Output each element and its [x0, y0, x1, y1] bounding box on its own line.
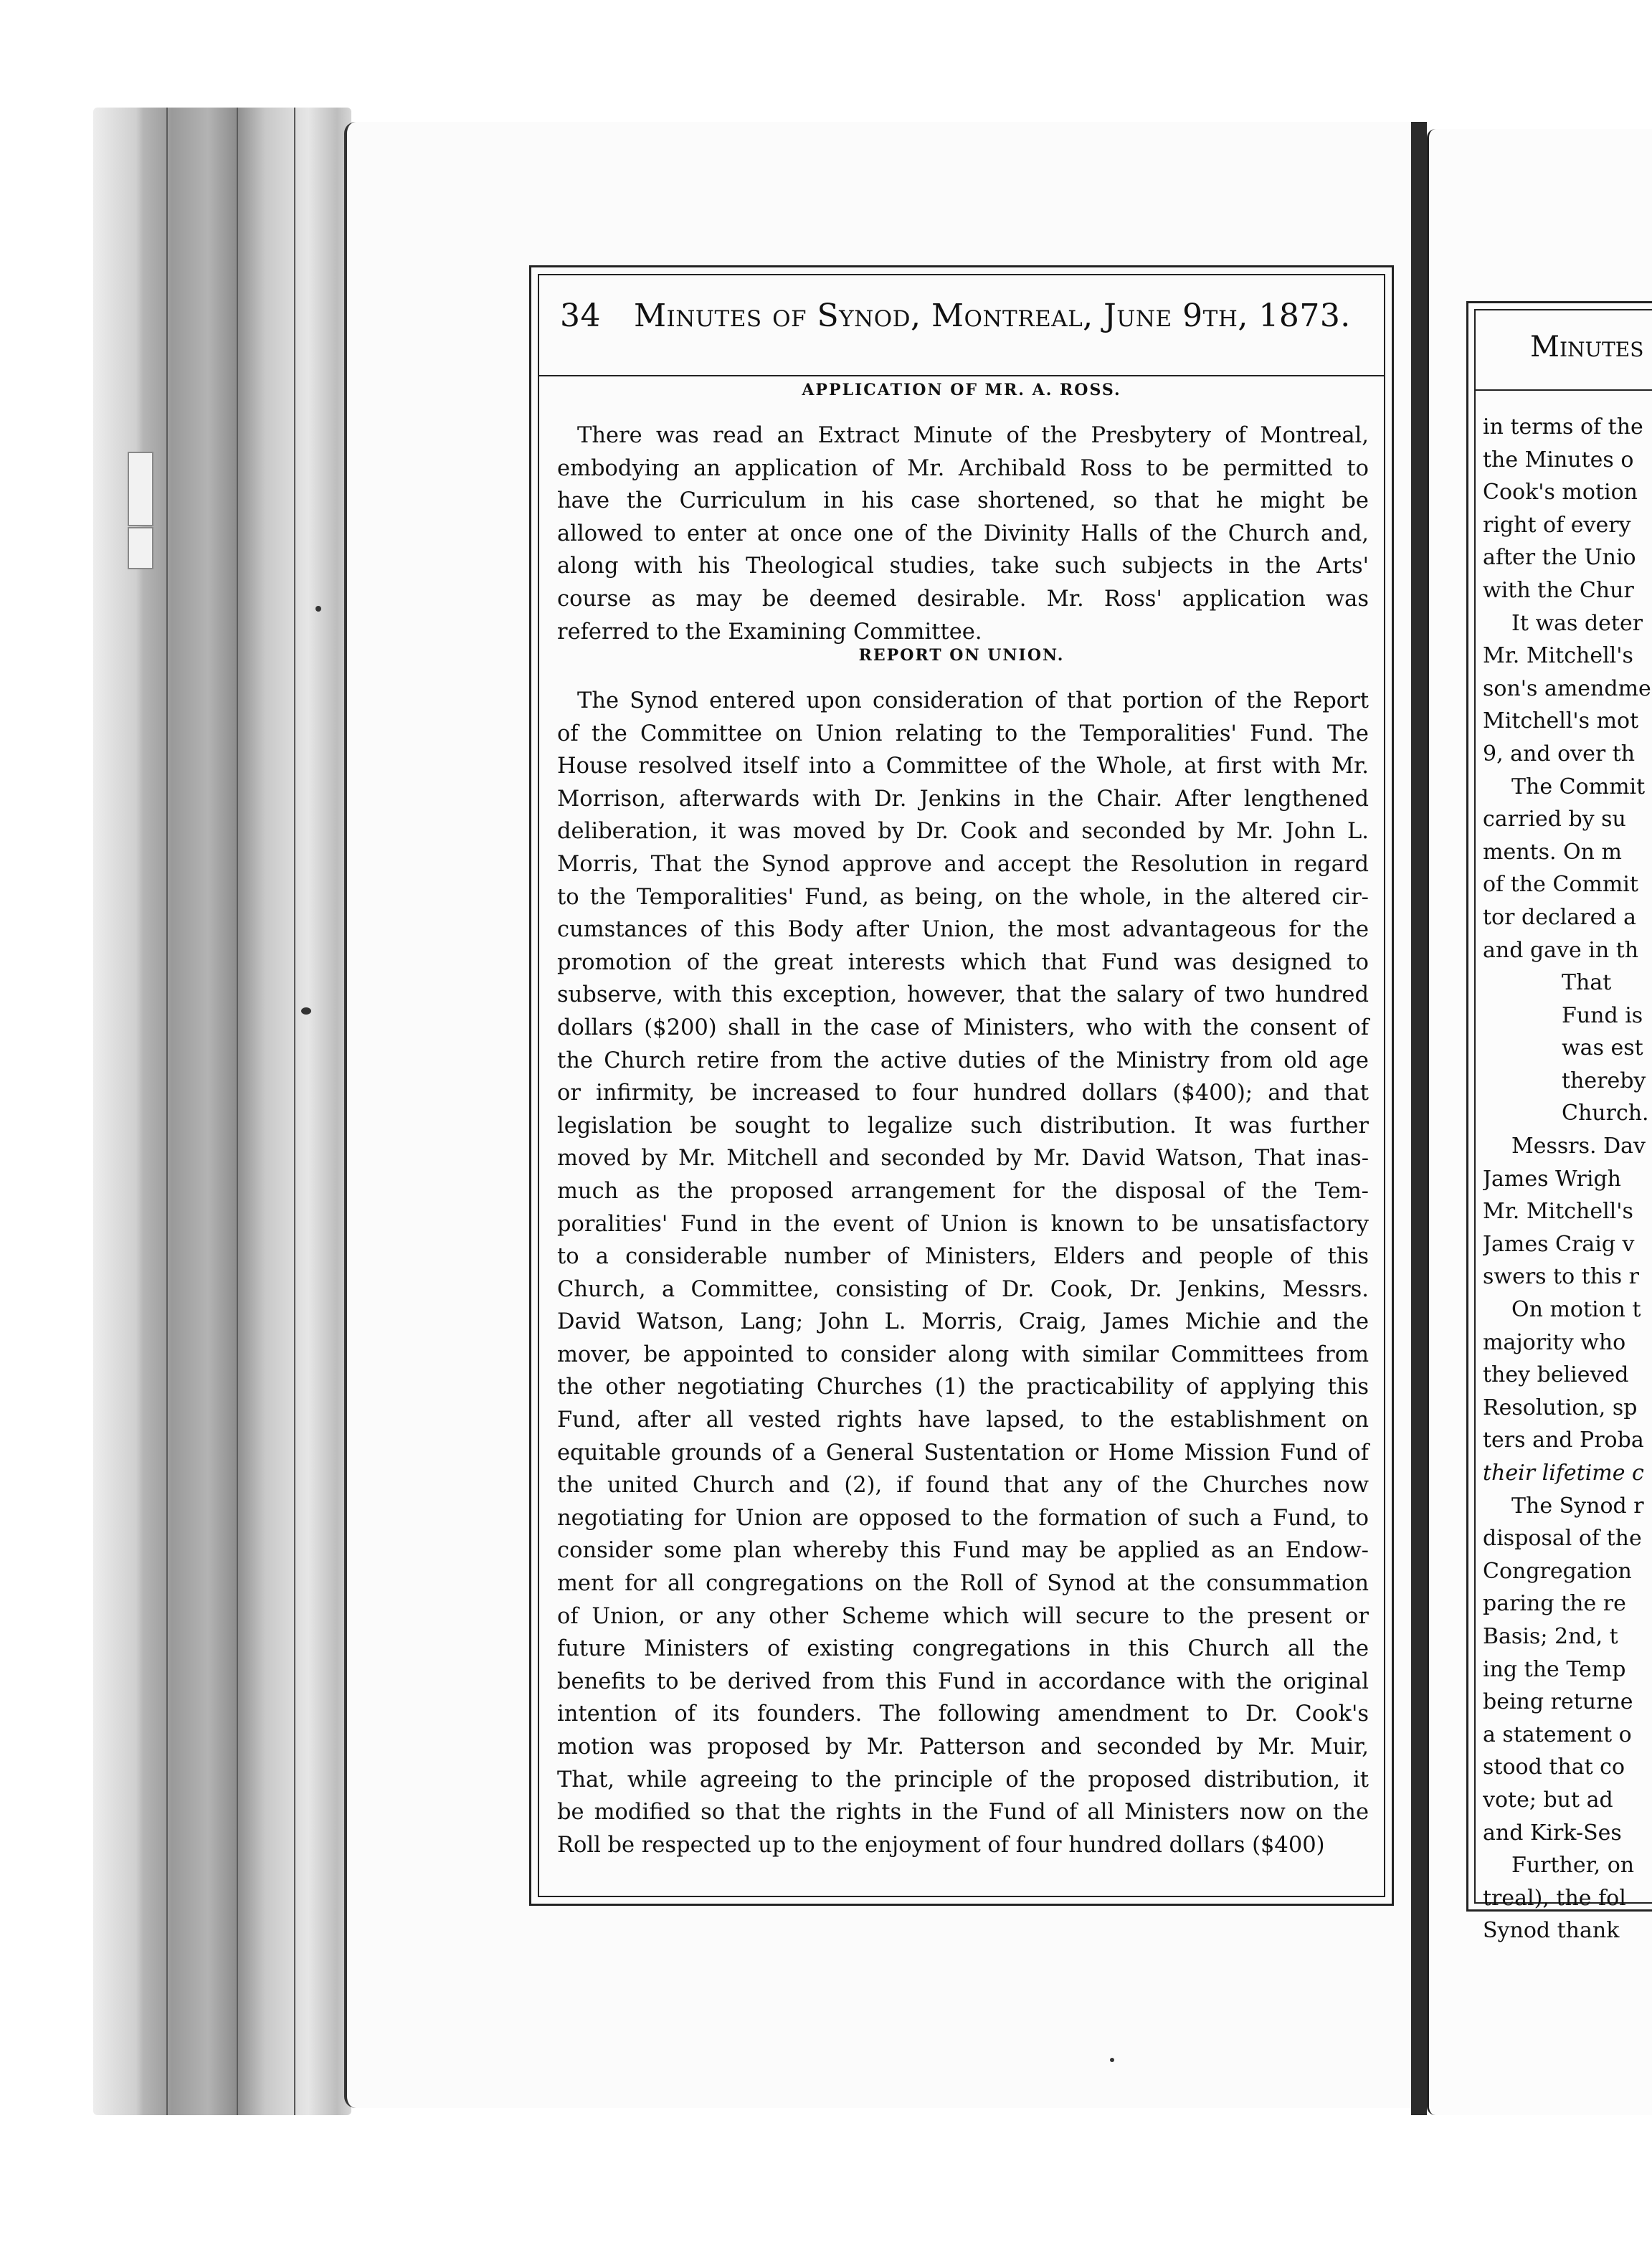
- text-line: ing the Temp: [1483, 1656, 1626, 1682]
- text-line: the Minutes o: [1483, 447, 1634, 473]
- text-line: dollars ($200) shall in the case of Ministers, who with the consent of: [557, 1015, 1369, 1040]
- text-line: with the Chur: [1483, 577, 1634, 603]
- text-line: Mitchell's mot: [1483, 708, 1639, 734]
- text-line: have the Curriculum in his case shortened, so that he might be: [557, 488, 1369, 514]
- text-line: of the Committee on Union relating to the Temporalities' Fund. The: [557, 721, 1369, 746]
- text-line: James Craig v: [1483, 1231, 1635, 1257]
- text-line: to a considerable number of Ministers, Elders and people of this: [557, 1244, 1369, 1270]
- text-line: mover, be appointed to consider along with similar Committees from: [557, 1342, 1369, 1367]
- ink-speck: [315, 606, 321, 612]
- text-line: or infirmity, be increased to four hundred dollars ($400); and that: [557, 1081, 1369, 1106]
- text-line: benefits to be derived from this Fund in accordance with the original: [557, 1668, 1369, 1694]
- text-line: carried by su: [1483, 807, 1626, 832]
- text-line: allowed to enter at once one of the Divinity Halls of the Church and,: [557, 521, 1369, 546]
- text-line: referred to the Examining Committee.: [557, 619, 982, 645]
- text-line: subserve, with this exception, however, that the salary of two hundred: [557, 982, 1369, 1008]
- text-line: Fund is: [1562, 1002, 1643, 1028]
- running-head-title: Minutes of Synod, Montreal, June 9th, 1873.: [634, 298, 1351, 334]
- text-line: equitable grounds of a General Sustentation or Home Mission Fund of: [557, 1440, 1369, 1466]
- text-line: poralities' Fund in the event of Union is known to be unsatisfactory: [557, 1211, 1369, 1237]
- text-line: Basis; 2nd, t: [1483, 1623, 1618, 1649]
- text-line: ters and Proba: [1483, 1428, 1644, 1453]
- text-line: There was read an Extract Minute of the Presbytery of Montreal,: [577, 423, 1369, 448]
- text-line: course as may be deemed desirable. Mr. Ross' application was: [557, 586, 1369, 612]
- header-rule: [1474, 389, 1652, 391]
- text-line: Fund, after all vested rights have lapsed, to the establishment on: [557, 1407, 1369, 1433]
- index-tab: [128, 452, 153, 526]
- text-line: legislation be sought to legalize such distribution. It was further: [557, 1113, 1369, 1139]
- text-line: stood that co: [1483, 1755, 1625, 1780]
- text-line: Cook's motion: [1483, 480, 1638, 505]
- page-number: 34: [560, 298, 601, 334]
- text-line: after the Unio: [1483, 545, 1636, 571]
- header-rule: [538, 375, 1385, 376]
- right-running-head: Minutes: [1530, 331, 1644, 364]
- text-line: James Wrigh: [1483, 1166, 1621, 1192]
- text-line: That, while agreeing to the principle of the proposed distribution, it: [557, 1767, 1369, 1793]
- text-line: Mr. Mitchell's: [1483, 643, 1633, 669]
- text-line: paring the re: [1483, 1591, 1626, 1617]
- text-line: of Union, or any other Scheme which will secure to the present or: [557, 1603, 1369, 1629]
- right-page-text: [1483, 411, 1652, 1947]
- text-line: Morris, That the Synod approve and accept the Resolution in regard: [557, 851, 1369, 877]
- ink-speck: [1110, 2058, 1114, 2062]
- right-page-text-frame: [1466, 301, 1652, 1944]
- text-line: motion was proposed by Mr. Patterson and seconded by Mr. Muir,: [557, 1734, 1369, 1760]
- running-head: [560, 298, 1363, 334]
- section-heading-union: REPORT ON UNION.: [858, 646, 1065, 665]
- text-line: House resolved itself into a Committee of the Whole, at first with Mr.: [557, 754, 1369, 779]
- text-line: tor declared a: [1483, 904, 1636, 930]
- text-line: to the Temporalities' Fund, as being, on the whole, in the altered cir-: [557, 884, 1369, 910]
- text-line: majority who: [1483, 1329, 1626, 1355]
- text-line: negotiating for Union are opposed to the formation of such a Fund, to: [557, 1505, 1369, 1531]
- text-line: It was deter: [1511, 610, 1643, 636]
- text-line: The Synod r: [1511, 1493, 1644, 1519]
- text-line: a statement o: [1483, 1722, 1632, 1747]
- text-line: Resolution, sp: [1483, 1395, 1638, 1420]
- ink-speck: [301, 1007, 311, 1015]
- text-line: ment for all congregations on the Roll of Synod at the consummation: [557, 1571, 1369, 1597]
- text-line: vote; but ad: [1483, 1787, 1613, 1813]
- text-line: in terms of the: [1483, 414, 1643, 440]
- text-line: treal), the fol: [1483, 1885, 1626, 1911]
- text-line: swers to this r: [1483, 1264, 1639, 1290]
- text-line: The Synod entered upon consideration of that portion of the Report: [577, 688, 1369, 713]
- text-line: cumstances of this Body after Union, the most advantageous for the: [557, 917, 1369, 943]
- text-line: much as the proposed arrangement for the disposal of the Tem-: [557, 1178, 1369, 1204]
- index-tab: [128, 527, 153, 569]
- text-line: and Kirk-Ses: [1483, 1820, 1622, 1846]
- text-line: Congregation: [1483, 1558, 1632, 1584]
- text-line: was est: [1562, 1035, 1643, 1061]
- text-line: Church, a Committee, consisting of Dr. Cook, Dr. Jenkins, Messrs.: [557, 1276, 1369, 1302]
- text-line: Synod thank: [1483, 1918, 1620, 1944]
- text-line: 9, and over th: [1483, 741, 1636, 766]
- text-line: Messrs. Dav: [1511, 1134, 1646, 1159]
- text-line: being returne: [1483, 1689, 1633, 1715]
- text-line: along with his Theological studies, take such subjects in the Arts': [557, 554, 1369, 579]
- text-line: ments. On m: [1483, 839, 1622, 865]
- text-line: Church.: [1562, 1101, 1649, 1126]
- text-line: their lifetime c: [1483, 1461, 1644, 1486]
- text-line: thereby: [1562, 1068, 1646, 1093]
- text-line: future Ministers of existing congregations in this Church all the: [557, 1636, 1369, 1662]
- text-line: they believed: [1483, 1362, 1629, 1388]
- page-edge-line: [237, 108, 238, 2115]
- text-line: the Church retire from the active duties of the Ministry from old age: [557, 1048, 1369, 1073]
- book-page-edges: [93, 108, 351, 2115]
- text-line: promotion of the great interests which that Fund was designed to: [557, 949, 1369, 975]
- text-line: the other negotiating Churches (1) the practicability of applying this: [557, 1374, 1369, 1400]
- text-line: disposal of the: [1483, 1526, 1642, 1552]
- text-line: Morrison, afterwards with Dr. Jenkins in the Chair. After lengthened: [557, 786, 1369, 812]
- text-line: Further, on: [1511, 1853, 1635, 1879]
- section-heading-application: APPLICATION OF MR. A. ROSS.: [802, 381, 1121, 399]
- book-gutter: [1411, 122, 1427, 2115]
- text-line: the united Church and (2), if found that any of the Churches now: [557, 1473, 1369, 1499]
- text-line: moved by Mr. Mitchell and seconded by Mr. David Watson, That inas-: [557, 1146, 1369, 1172]
- page-edge-line: [294, 108, 295, 2115]
- page-edge-line: [166, 108, 168, 2115]
- text-line: The Commit: [1511, 774, 1646, 799]
- text-line: embodying an application of Mr. Archibald Ross to be permitted to: [557, 455, 1369, 481]
- text-line: On motion t: [1511, 1297, 1641, 1323]
- paragraph-union: [557, 685, 1369, 1861]
- text-line: Roll be respected up to the enjoyment of four hundred dollars ($400): [557, 1832, 1325, 1858]
- text-line: That: [1562, 970, 1612, 996]
- paragraph-application: [557, 419, 1369, 648]
- text-line: of the Commit: [1483, 872, 1638, 898]
- left-page-text-frame: [529, 265, 1394, 1906]
- text-line: Mr. Mitchell's: [1483, 1199, 1633, 1225]
- text-line: David Watson, Lang; John L. Morris, Craig, James Michie and the: [557, 1309, 1369, 1335]
- text-line: and gave in th: [1483, 937, 1639, 963]
- text-line: deliberation, it was moved by Dr. Cook and seconded by Mr. John L.: [557, 819, 1369, 845]
- text-line: intention of its founders. The following amendment to Dr. Cook's: [557, 1701, 1369, 1727]
- text-line: be modified so that the rights in the Fund of all Ministers now on the: [557, 1800, 1369, 1825]
- text-line: consider some plan whereby this Fund may be applied as an Endow-: [557, 1538, 1369, 1564]
- text-line: son's amendme: [1483, 675, 1651, 701]
- text-line: right of every: [1483, 512, 1631, 538]
